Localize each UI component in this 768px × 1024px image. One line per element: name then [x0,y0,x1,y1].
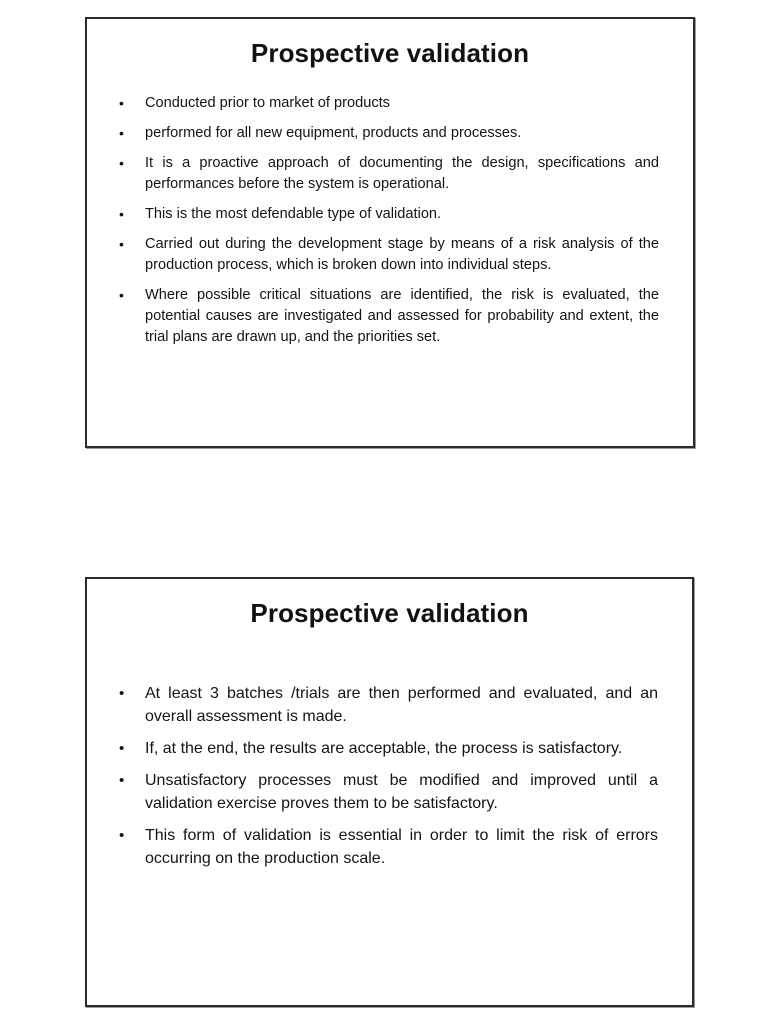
bullet-list [117,93,659,357]
bullet-text: This is the most defendable type of validation. [145,206,442,222]
bullet-dot-icon: • [119,95,124,111]
bullet-text: If, at the end, the results are acceptable, the process is satisfactory. [145,740,623,757]
bullet-text: Conducted prior to market of products [145,95,390,111]
bullet-item [117,285,659,348]
bullet-dot-icon: • [119,206,124,222]
slide-title: Prospective validation [250,598,529,628]
bullet-text: It is a proactive approach of documenting the design, specifications and performances before the system is operational. [145,155,659,192]
bullet-dot-icon: • [119,740,125,757]
bullet-dot-icon: • [119,155,124,171]
bullet-item [117,737,658,760]
bullet-dot-icon: • [119,287,124,303]
bullet-item [117,204,659,225]
bullet-dot-icon: • [119,772,125,789]
bullet-item [117,769,658,815]
bullet-text: performed for all new equipment, products and processes. [145,125,522,141]
bullet-dot-icon: • [119,685,125,702]
bullet-item [117,123,659,144]
bullet-dot-icon: • [119,125,124,141]
bullet-text: This form of validation is essential in order to limit the risk of errors occurring on the production scale. [145,827,658,867]
bullet-dot-icon: • [119,236,124,252]
bullet-text: Where possible critical situations are identified, the risk is evaluated, the potential causes are investigated and assessed for probability and extent, the trial plans are drawn up, and the priorities set. [145,287,659,345]
bullet-item [117,234,659,276]
bullet-item [117,93,659,114]
bullet-text: Unsatisfactory processes must be modified and improved until a validation exercise proves them to be satisfactory. [145,772,658,812]
bullet-item [117,682,658,728]
bullet-text: Carried out during the development stage by means of a risk analysis of the production process, which is broken down into individual steps. [145,236,659,273]
bullet-item [117,153,659,195]
bullet-list [117,682,658,879]
slide-title: Prospective validation [250,38,530,68]
slide-frame [85,577,694,1007]
bullet-text: At least 3 batches /trials are then performed and evaluated, and an overall assessment is made. [145,685,658,725]
slide-frame [85,17,695,448]
bullet-item [117,824,658,870]
bullet-dot-icon: • [119,827,125,844]
